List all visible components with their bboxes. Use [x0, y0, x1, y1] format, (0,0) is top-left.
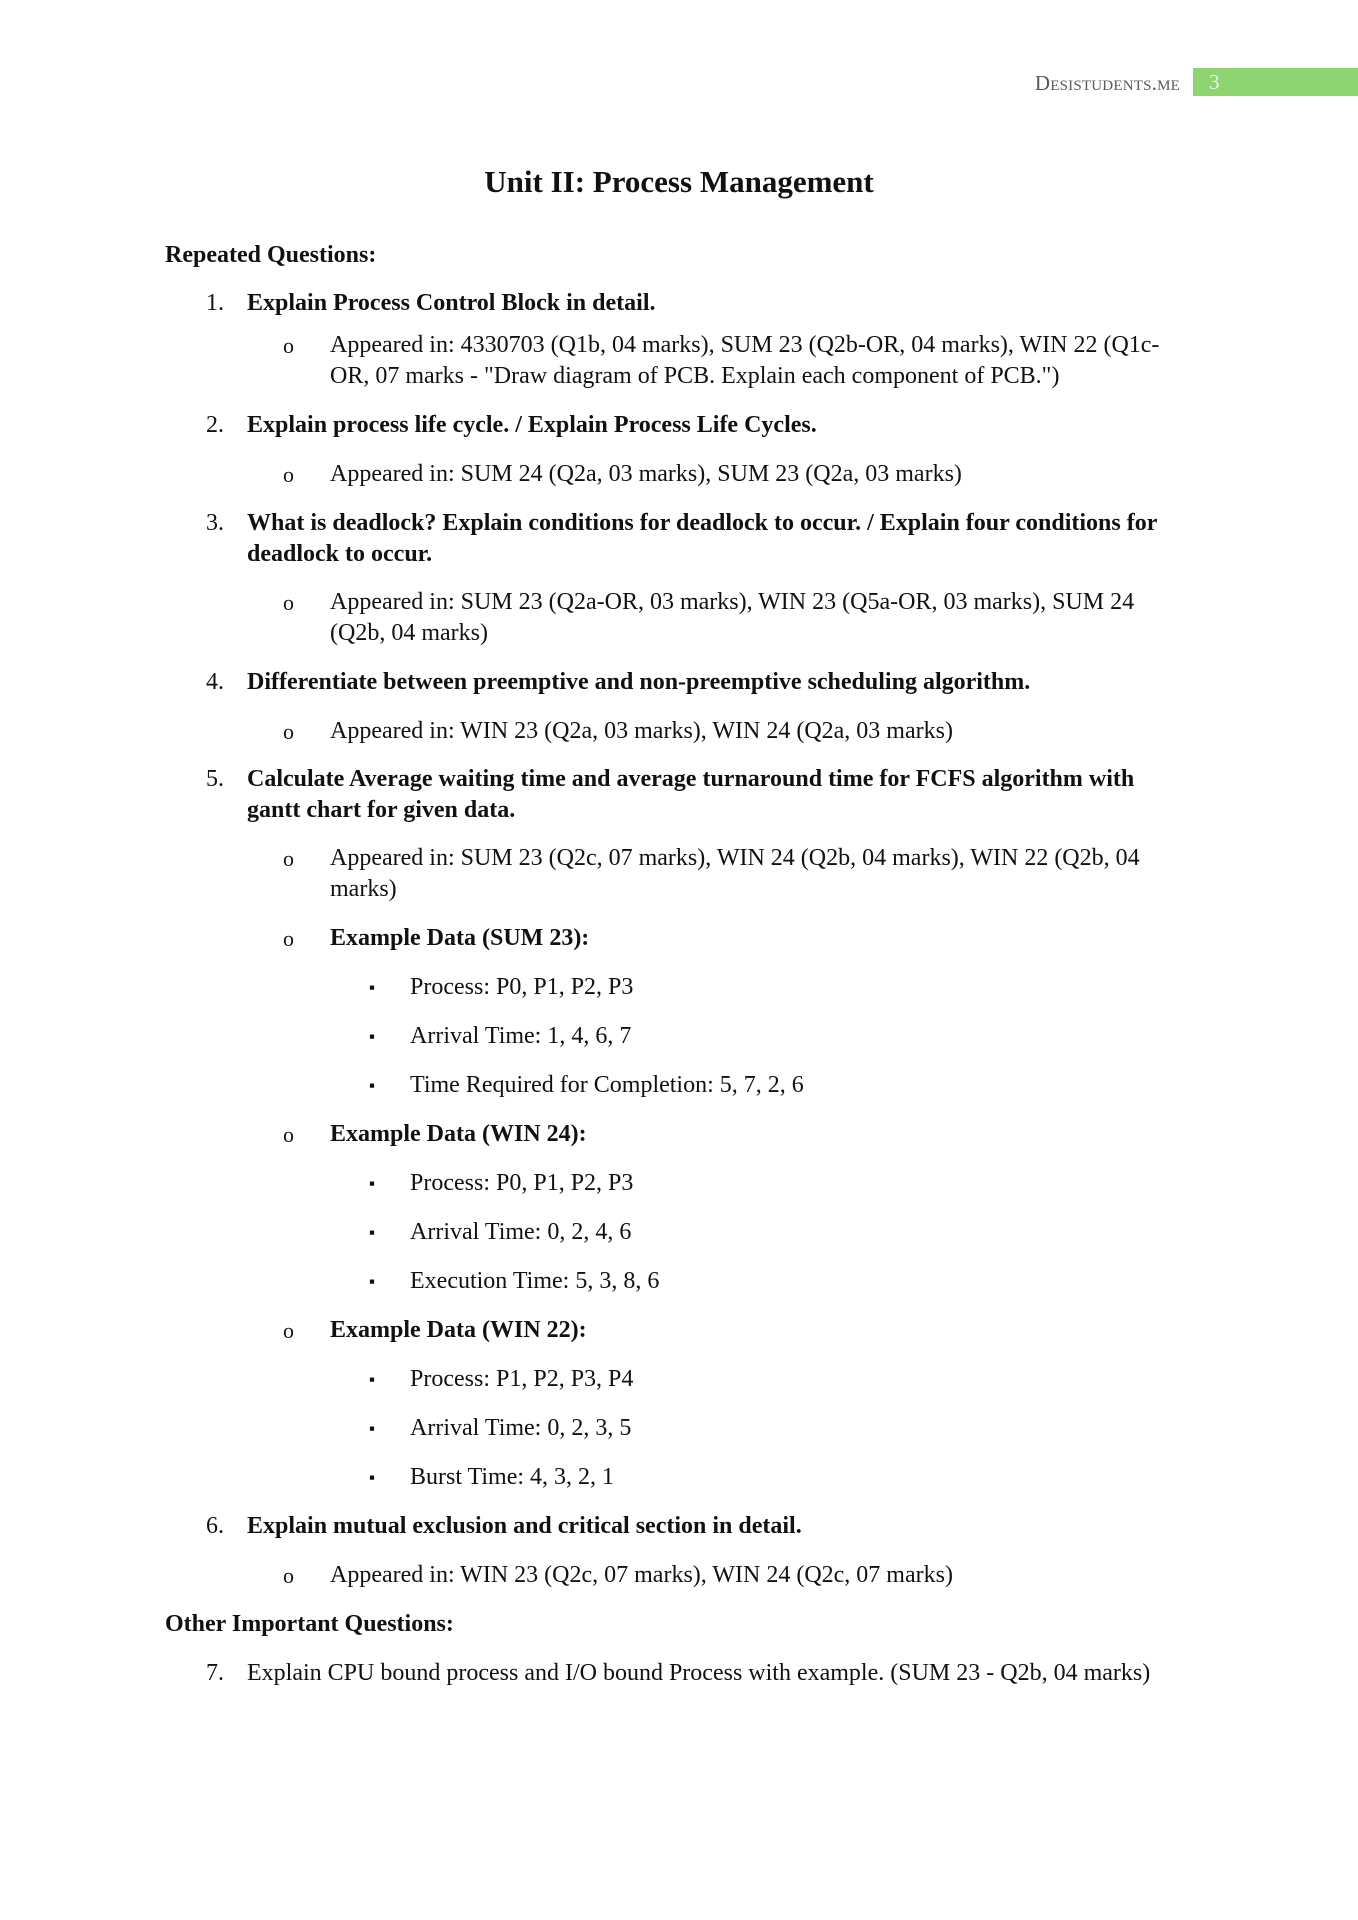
square-bullet-icon: ▪: [369, 1419, 376, 1438]
section-heading-other: Other Important Questions:: [165, 1611, 454, 1637]
question-number: 2.: [206, 412, 224, 438]
example-data-title: Example Data (SUM 23):: [330, 925, 590, 951]
hollow-circle-bullet-icon: o: [283, 333, 294, 358]
square-bullet-icon: ▪: [369, 978, 376, 997]
question-number: 6.: [206, 1513, 224, 1539]
hollow-circle-bullet-icon: o: [283, 1318, 294, 1343]
square-bullet-icon: ▪: [369, 1174, 376, 1193]
question-text: What is deadlock? Explain conditions for deadlock to occur. / Explain four conditions for deadlock to occur.: [247, 510, 1157, 567]
example-data-value: Arrival Time: 1, 4, 6, 7: [410, 1023, 632, 1049]
appeared-in-text: Appeared in: 4330703 (Q1b, 04 marks), SUM 23 (Q2b-OR, 04 marks), WIN 22 (Q1c-OR, 07 marks - "Draw diagram of PCB. Explain each component of PCB."): [330, 332, 1160, 389]
square-bullet-icon: ▪: [369, 1223, 376, 1242]
question-text: Differentiate between preemptive and non-preemptive scheduling algorithm.: [247, 669, 1031, 695]
page-title: Unit II: Process Management: [484, 164, 874, 199]
example-data-value: Arrival Time: 0, 2, 3, 5: [410, 1415, 632, 1441]
hollow-circle-bullet-icon: o: [283, 926, 294, 951]
section-heading-repeated: Repeated Questions:: [165, 242, 377, 268]
hollow-circle-bullet-icon: o: [283, 590, 294, 615]
question-number: 4.: [206, 669, 224, 695]
example-data-title: Example Data (WIN 24):: [330, 1121, 587, 1147]
appeared-in-text: Appeared in: SUM 23 (Q2c, 07 marks), WIN 24 (Q2b, 04 marks), WIN 22 (Q2b, 04 marks): [330, 845, 1140, 902]
example-data-value: Time Required for Completion: 5, 7, 2, 6: [410, 1072, 804, 1098]
hollow-circle-bullet-icon: o: [283, 1122, 294, 1147]
question-text: Explain Process Control Block in detail.: [247, 290, 656, 316]
question-number: 7.: [206, 1660, 224, 1686]
hollow-circle-bullet-icon: o: [283, 462, 294, 487]
example-data-value: Arrival Time: 0, 2, 4, 6: [410, 1219, 632, 1245]
example-data-value: Burst Time: 4, 3, 2, 1: [410, 1464, 615, 1490]
square-bullet-icon: ▪: [369, 1370, 376, 1389]
example-data-value: Execution Time: 5, 3, 8, 6: [410, 1268, 660, 1294]
question-number: 1.: [206, 290, 224, 316]
question-number: 3.: [206, 510, 224, 536]
page-number: 3: [1209, 70, 1220, 94]
square-bullet-icon: ▪: [369, 1272, 376, 1291]
appeared-in-text: Appeared in: SUM 24 (Q2a, 03 marks), SUM 23 (Q2a, 03 marks): [330, 461, 962, 487]
question-text: Calculate Average waiting time and average turnaround time for FCFS algorithm with gantt chart for given data.: [247, 766, 1135, 823]
example-data-value: Process: P0, P1, P2, P3: [410, 1170, 634, 1196]
hollow-circle-bullet-icon: o: [283, 1563, 294, 1588]
question-text: Explain process life cycle. / Explain Process Life Cycles.: [247, 412, 817, 438]
example-data-value: Process: P1, P2, P3, P4: [410, 1366, 634, 1392]
site-name-header: Desistudents.me: [1034, 71, 1180, 95]
hollow-circle-bullet-icon: o: [283, 846, 294, 871]
square-bullet-icon: ▪: [369, 1027, 376, 1046]
question-text: Explain mutual exclusion and critical section in detail.: [247, 1513, 802, 1539]
page-number-badge: [1193, 68, 1358, 96]
hollow-circle-bullet-icon: o: [283, 719, 294, 744]
example-data-value: Process: P0, P1, P2, P3: [410, 974, 634, 1000]
square-bullet-icon: ▪: [369, 1076, 376, 1095]
appeared-in-text: Appeared in: SUM 23 (Q2a-OR, 03 marks), WIN 23 (Q5a-OR, 03 marks), SUM 24 (Q2b, 04 marks): [330, 589, 1135, 646]
square-bullet-icon: ▪: [369, 1468, 376, 1487]
example-data-title: Example Data (WIN 22):: [330, 1317, 587, 1343]
appeared-in-text: Appeared in: WIN 23 (Q2a, 03 marks), WIN 24 (Q2a, 03 marks): [330, 718, 953, 744]
question-number: 5.: [206, 766, 224, 792]
appeared-in-text: Appeared in: WIN 23 (Q2c, 07 marks), WIN 24 (Q2c, 07 marks): [330, 1562, 953, 1588]
question-text: Explain CPU bound process and I/O bound Process with example. (SUM 23 - Q2b, 04 marks): [247, 1660, 1151, 1686]
